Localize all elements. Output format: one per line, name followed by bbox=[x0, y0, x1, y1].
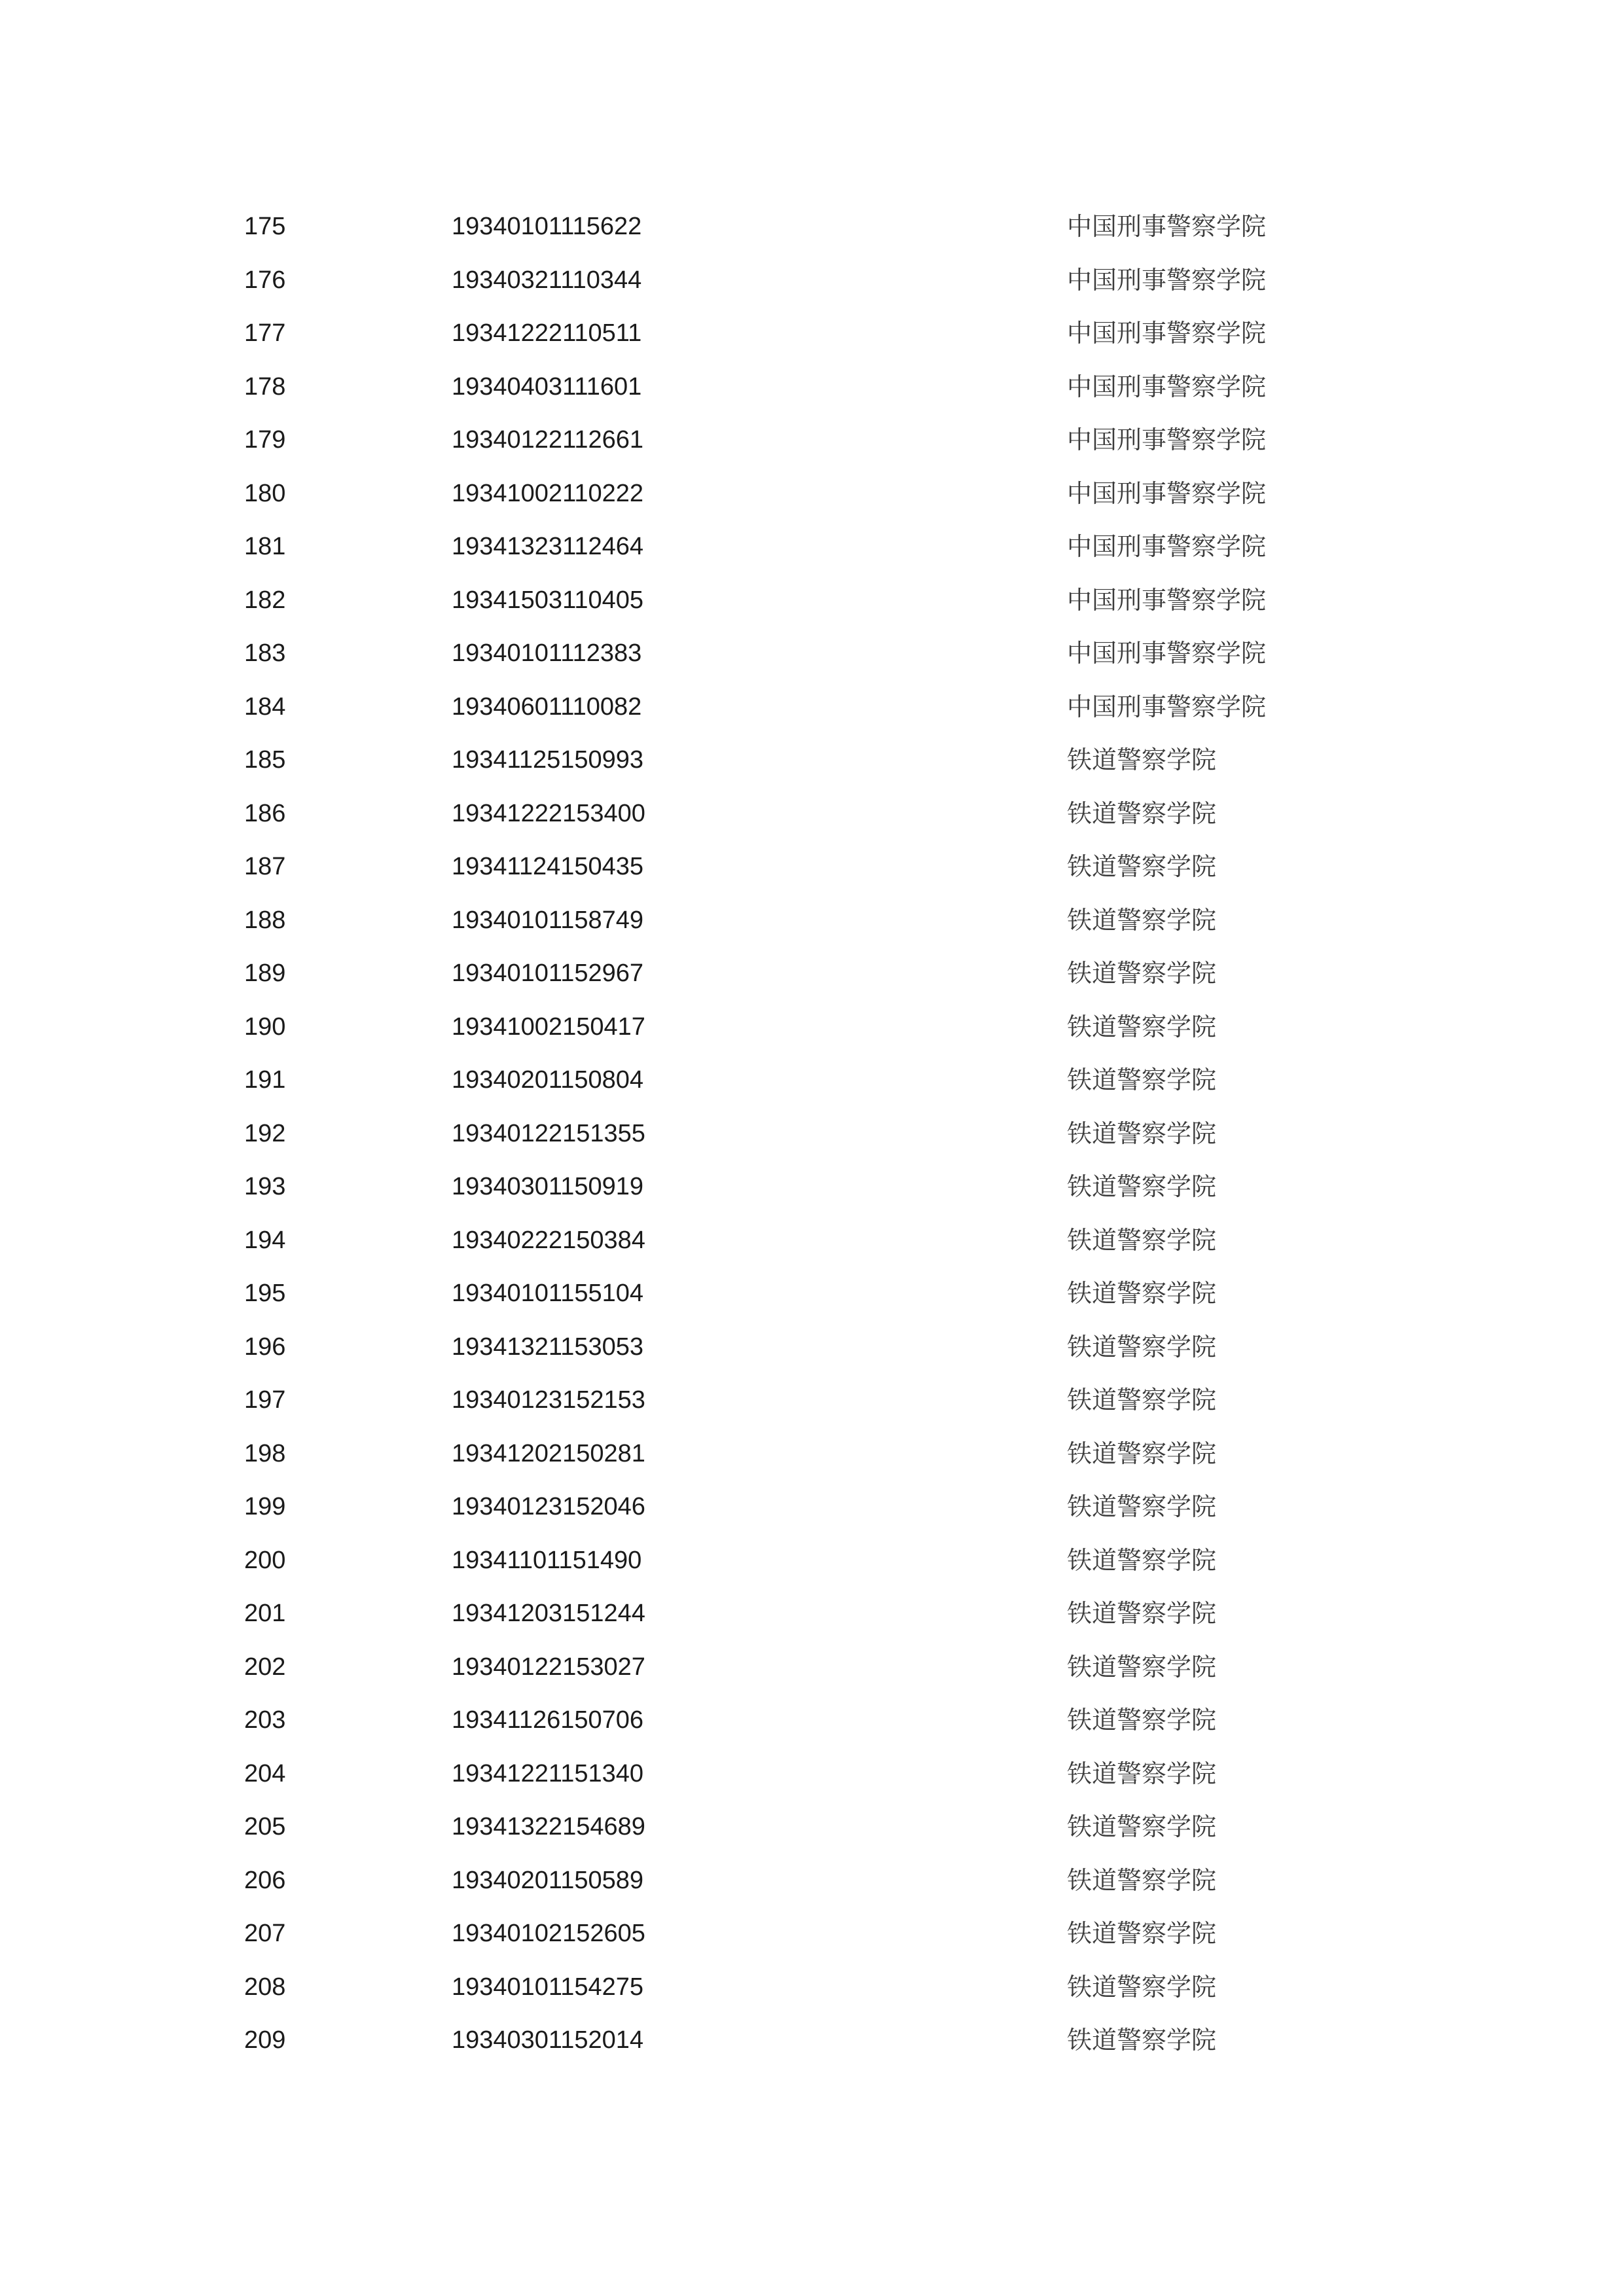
table-row bbox=[0, 1107, 1624, 1161]
row-candidate-id: 19340403111601 bbox=[452, 372, 642, 401]
row-candidate-id: 19341124150435 bbox=[452, 853, 644, 880]
row-school-name: 铁道警察学院 bbox=[1067, 1172, 1217, 1201]
row-seq-number: 208 bbox=[244, 1973, 286, 2001]
row-school-name: 铁道警察学院 bbox=[1067, 1492, 1217, 1521]
row-seq-number: 179 bbox=[244, 426, 286, 454]
row-candidate-id: 19341503110405 bbox=[452, 586, 644, 614]
row-candidate-id: 19340101155104 bbox=[452, 1280, 644, 1307]
row-candidate-id: 19341202150281 bbox=[452, 1439, 645, 1467]
table-row bbox=[0, 200, 1624, 254]
row-seq-number: 186 bbox=[244, 799, 286, 827]
table-row bbox=[0, 574, 1624, 628]
row-school-name: 中国刑事警察学院 bbox=[1067, 585, 1267, 615]
table-row bbox=[0, 894, 1624, 948]
row-school-name: 铁道警察学院 bbox=[1067, 1812, 1217, 1841]
row-candidate-id: 19341323112464 bbox=[452, 533, 644, 560]
row-candidate-id: 19340101152967 bbox=[452, 960, 644, 987]
table-row bbox=[0, 467, 1624, 521]
row-school-name: 铁道警察学院 bbox=[1067, 1225, 1217, 1255]
row-seq-number: 180 bbox=[244, 479, 286, 507]
table-row bbox=[0, 1961, 1624, 2015]
table-row bbox=[0, 307, 1624, 361]
row-candidate-id: 19340301152014 bbox=[452, 2026, 644, 2054]
table-row bbox=[0, 1534, 1624, 1588]
row-seq-number: 191 bbox=[244, 1066, 286, 1094]
row-seq-number: 206 bbox=[244, 1866, 286, 1894]
row-candidate-id: 19340301150919 bbox=[452, 1173, 644, 1200]
table-row bbox=[0, 520, 1624, 574]
row-school-name: 铁道警察学院 bbox=[1067, 1759, 1217, 1788]
row-seq-number: 200 bbox=[244, 1546, 286, 1574]
table-row bbox=[0, 1054, 1624, 1107]
table-row bbox=[0, 627, 1624, 681]
row-candidate-id: 19341002150417 bbox=[452, 1013, 645, 1041]
table-row bbox=[0, 1267, 1624, 1321]
row-candidate-id: 19341126150706 bbox=[452, 1706, 644, 1734]
table-row bbox=[0, 840, 1624, 894]
table-row bbox=[0, 681, 1624, 734]
row-seq-number: 185 bbox=[244, 746, 286, 774]
row-seq-number: 190 bbox=[244, 1013, 286, 1041]
row-school-name: 铁道警察学院 bbox=[1067, 1439, 1217, 1468]
table-row bbox=[0, 1427, 1624, 1481]
row-school-name: 铁道警察学院 bbox=[1067, 1279, 1217, 1308]
row-candidate-id: 19340321110344 bbox=[452, 266, 642, 294]
table-row bbox=[0, 734, 1624, 787]
row-seq-number: 181 bbox=[244, 533, 286, 560]
row-seq-number: 177 bbox=[244, 319, 286, 347]
row-school-name: 铁道警察学院 bbox=[1067, 1972, 1217, 2001]
row-school-name: 铁道警察学院 bbox=[1067, 1332, 1217, 1361]
table-row bbox=[0, 2014, 1624, 2068]
table-row bbox=[0, 1374, 1624, 1427]
row-candidate-id: 19340201150804 bbox=[452, 1066, 644, 1094]
row-school-name: 铁道警察学院 bbox=[1067, 1706, 1217, 1734]
table-row bbox=[0, 1001, 1624, 1054]
row-seq-number: 205 bbox=[244, 1813, 286, 1840]
row-school-name: 中国刑事警察学院 bbox=[1067, 212, 1267, 241]
row-seq-number: 187 bbox=[244, 853, 286, 880]
row-school-name: 铁道警察学院 bbox=[1067, 1865, 1217, 1895]
row-candidate-id: 19340101158749 bbox=[452, 906, 644, 934]
row-seq-number: 182 bbox=[244, 586, 286, 614]
table-row bbox=[0, 254, 1624, 308]
row-school-name: 铁道警察学院 bbox=[1067, 1012, 1217, 1041]
row-seq-number: 188 bbox=[244, 906, 286, 934]
row-seq-number: 201 bbox=[244, 1600, 286, 1627]
row-school-name: 中国刑事警察学院 bbox=[1067, 372, 1267, 401]
table-row bbox=[0, 947, 1624, 1001]
row-school-name: 中国刑事警察学院 bbox=[1067, 425, 1267, 454]
table-row bbox=[0, 1321, 1624, 1374]
row-candidate-id: 19340101154275 bbox=[452, 1973, 644, 2001]
row-seq-number: 178 bbox=[244, 372, 286, 401]
row-school-name: 铁道警察学院 bbox=[1067, 905, 1217, 935]
table-row bbox=[0, 414, 1624, 467]
row-school-name: 中国刑事警察学院 bbox=[1067, 319, 1267, 348]
row-candidate-id: 19341101151490 bbox=[452, 1546, 642, 1574]
row-candidate-id: 19341125150993 bbox=[452, 746, 644, 774]
row-candidate-id: 19341222110511 bbox=[452, 319, 642, 347]
row-candidate-id: 19341002110222 bbox=[452, 479, 644, 507]
table-row bbox=[0, 1160, 1624, 1214]
row-school-name: 铁道警察学院 bbox=[1067, 959, 1217, 988]
row-candidate-id: 19340123152153 bbox=[452, 1386, 645, 1414]
table-row bbox=[0, 1214, 1624, 1268]
table-row bbox=[0, 361, 1624, 414]
row-candidate-id: 19340222150384 bbox=[452, 1226, 645, 1254]
table-row bbox=[0, 1854, 1624, 1908]
row-seq-number: 203 bbox=[244, 1706, 286, 1734]
row-seq-number: 209 bbox=[244, 2026, 286, 2054]
row-seq-number: 189 bbox=[244, 960, 286, 987]
table-row bbox=[0, 1907, 1624, 1961]
row-candidate-id: 19340122153027 bbox=[452, 1653, 645, 1681]
row-candidate-id: 19340201150589 bbox=[452, 1866, 644, 1894]
row-seq-number: 196 bbox=[244, 1333, 286, 1361]
table-row bbox=[0, 1480, 1624, 1534]
row-seq-number: 195 bbox=[244, 1280, 286, 1307]
row-school-name: 铁道警察学院 bbox=[1067, 1119, 1217, 1148]
row-candidate-id: 19340122151355 bbox=[452, 1119, 645, 1147]
row-seq-number: 194 bbox=[244, 1226, 286, 1254]
row-school-name: 中国刑事警察学院 bbox=[1067, 478, 1267, 508]
row-seq-number: 198 bbox=[244, 1439, 286, 1467]
row-seq-number: 183 bbox=[244, 639, 286, 667]
row-school-name: 铁道警察学院 bbox=[1067, 1599, 1217, 1628]
row-school-name: 中国刑事警察学院 bbox=[1067, 532, 1267, 561]
row-seq-number: 202 bbox=[244, 1653, 286, 1681]
row-school-name: 中国刑事警察学院 bbox=[1067, 692, 1267, 721]
row-school-name: 铁道警察学院 bbox=[1067, 1066, 1217, 1094]
row-school-name: 铁道警察学院 bbox=[1067, 798, 1217, 828]
row-candidate-id: 19341203151244 bbox=[452, 1600, 645, 1627]
row-candidate-id: 19340102152605 bbox=[452, 1920, 645, 1947]
row-candidate-id: 19340101112383 bbox=[452, 639, 642, 667]
row-seq-number: 199 bbox=[244, 1493, 286, 1520]
row-candidate-id: 19341322154689 bbox=[452, 1813, 645, 1840]
row-school-name: 铁道警察学院 bbox=[1067, 745, 1217, 774]
row-seq-number: 197 bbox=[244, 1386, 286, 1414]
row-candidate-id: 19340101115622 bbox=[452, 213, 642, 240]
table-row bbox=[0, 1801, 1624, 1854]
row-school-name: 铁道警察学院 bbox=[1067, 2026, 1217, 2054]
row-school-name: 中国刑事警察学院 bbox=[1067, 639, 1267, 668]
row-seq-number: 184 bbox=[244, 692, 286, 721]
row-school-name: 铁道警察学院 bbox=[1067, 852, 1217, 881]
row-candidate-id: 19341221151340 bbox=[452, 1759, 644, 1787]
row-school-name: 铁道警察学院 bbox=[1067, 1652, 1217, 1681]
row-candidate-id: 19340123152046 bbox=[452, 1493, 645, 1520]
row-seq-number: 176 bbox=[244, 266, 286, 294]
row-school-name: 铁道警察学院 bbox=[1067, 1545, 1217, 1575]
row-candidate-id: 19341222153400 bbox=[452, 799, 645, 827]
row-candidate-id: 19341321153053 bbox=[452, 1333, 644, 1361]
row-school-name: 中国刑事警察学院 bbox=[1067, 265, 1267, 295]
row-seq-number: 207 bbox=[244, 1920, 286, 1947]
table-row bbox=[0, 1641, 1624, 1695]
row-candidate-id: 19340122112661 bbox=[452, 426, 644, 454]
table-row bbox=[0, 787, 1624, 841]
row-seq-number: 204 bbox=[244, 1759, 286, 1787]
table-row bbox=[0, 1748, 1624, 1801]
table-row bbox=[0, 1587, 1624, 1641]
row-school-name: 铁道警察学院 bbox=[1067, 1386, 1217, 1414]
admission-list-table bbox=[0, 200, 1624, 2068]
row-seq-number: 193 bbox=[244, 1173, 286, 1200]
row-school-name: 铁道警察学院 bbox=[1067, 1919, 1217, 1948]
table-row bbox=[0, 1694, 1624, 1748]
row-candidate-id: 19340601110082 bbox=[452, 692, 642, 721]
row-seq-number: 192 bbox=[244, 1119, 286, 1147]
row-seq-number: 175 bbox=[244, 213, 286, 240]
